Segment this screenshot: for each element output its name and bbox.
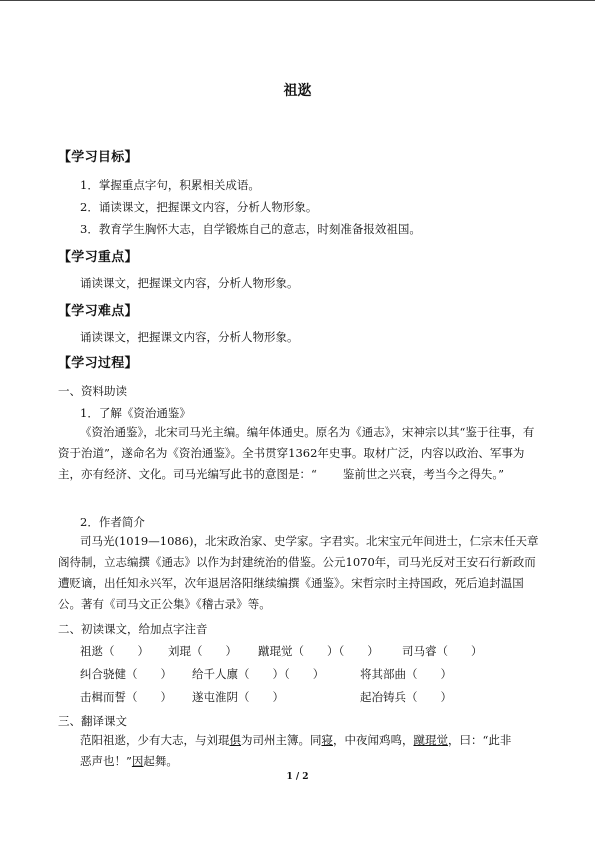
zizhitongjian-paragraph xyxy=(58,422,540,485)
heading-goals: 【学习目标】 xyxy=(58,150,138,165)
pinyin-item: 遂屯淮阴（ ） xyxy=(192,690,284,704)
goal-item-3: 3．教育学生胸怀大志，自学锻炼自己的意志，时刻准备报效祖国。 xyxy=(80,222,421,236)
pinyin-item: 击楫而誓（ ） xyxy=(80,690,172,704)
header-rule xyxy=(0,0,595,1)
pinyin-item: 司马睿（ ） xyxy=(402,644,483,658)
heading-process: 【学习过程】 xyxy=(58,356,138,371)
text-segment: ，中夜闻鸡鸣， xyxy=(333,733,414,747)
underlined-word: 因 xyxy=(131,754,144,768)
heading-key-points: 【学习重点】 xyxy=(58,250,138,265)
part1-sub2-title: 2．作者简介 xyxy=(80,515,145,529)
underlined-word: 寝 xyxy=(321,733,333,747)
pinyin-item: 祖逖（ ） xyxy=(80,644,149,658)
pinyin-item: 起冶铸兵（ ） xyxy=(360,690,452,704)
author-paragraph: 司马光(1019—1086)，北宋政治家、史学家。字君实。北宋宝元年间进士，仁宗末任天章阁待制，立志编撰《通志》以作为封建统治的借鉴。公元1070年，司马光反对王安石行新政而遭贬谪，出任知永兴军，次年退居洛阳继续编撰《通鉴》。宋哲宗时主持国政，死后追封温国公。著有《司马文正公集》《稽古录》等。 xyxy=(58,534,539,611)
heading-difficulties: 【学习难点】 xyxy=(58,304,138,319)
pinyin-item: 纠合骁健（ ） xyxy=(80,667,172,681)
page-title: 祖逖 xyxy=(283,83,312,99)
pinyin-item: 将其部曲（ ） xyxy=(360,667,452,681)
pinyin-row-3 xyxy=(80,689,550,705)
text-segment: 恶声也！” xyxy=(80,754,132,768)
pinyin-item: 给千人廪（ ）（ ） xyxy=(192,667,325,681)
text-segment: 为司州主簿。同 xyxy=(241,733,322,747)
pinyin-item: 刘琨（ ） xyxy=(168,644,237,658)
part1-sub1-title: 1．了解《资治通鉴》 xyxy=(80,406,191,420)
zizhitongjian-text-a: 《资治通鉴》，北宋司马光主编。编年体通史。原名为《通志》，宋神宗以其“鉴于往事，有资于治道”，遂命名为《资治通鉴》。全书贯穿1362年史事。取材广泛，内容以政治、军事为主，亦有经济、文化。司马光编写此书的意图是：“ xyxy=(58,425,535,481)
text-segment: 范阳祖逖，少有大志，与刘琨 xyxy=(80,733,230,747)
part3-heading: 三、翻译课文 xyxy=(58,714,127,728)
pinyin-row-2 xyxy=(80,666,550,682)
pinyin-row-1 xyxy=(80,643,550,659)
translation-paragraph xyxy=(80,730,540,772)
underlined-word: 俱 xyxy=(229,733,241,747)
text-segment: ，曰：“此非 xyxy=(448,733,512,747)
key-points-text: 诵读课文，把握课文内容，分析人物形象。 xyxy=(80,276,299,290)
pinyin-item: 蹴琨觉（ ）（ ） xyxy=(258,644,379,658)
text-segment: 起舞。 xyxy=(143,754,178,768)
zizhitongjian-text-b: 鉴前世之兴衰，考当今之得失。” xyxy=(342,467,505,481)
goal-item-1: 1．掌握重点字句，积累相关成语。 xyxy=(80,178,260,192)
goal-item-2: 2．诵读课文，把握课文内容，分析人物形象。 xyxy=(80,200,318,214)
page-number: 1 / 2 xyxy=(286,772,309,782)
difficulties-text: 诵读课文，把握课文内容，分析人物形象。 xyxy=(80,330,299,344)
part2-heading: 二、初读课文，给加点字注音 xyxy=(58,622,208,636)
underlined-word: 蹴琨觉 xyxy=(413,733,448,747)
part1-heading: 一、资料助读 xyxy=(58,384,127,398)
